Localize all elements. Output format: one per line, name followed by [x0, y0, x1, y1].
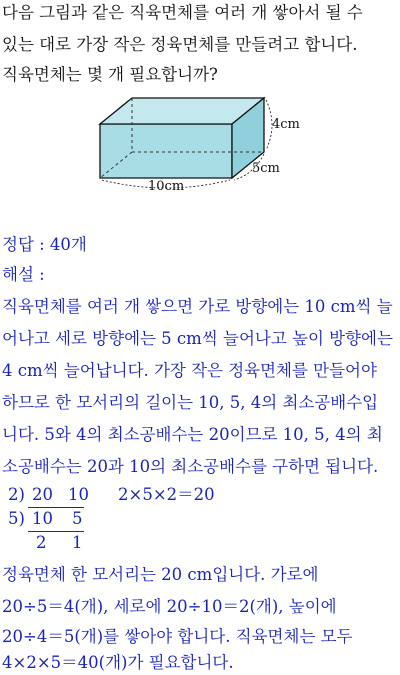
explanation-line-1: 직육면체를 여러 개 쌓으면 가로 방향에는 10 cm씩 늘: [2, 297, 393, 316]
height-label: 4cm: [272, 117, 300, 132]
division-value-1b: 10: [68, 485, 89, 504]
question-line-3: 직육면체는 몇 개 필요합니까?: [2, 65, 218, 84]
question-line-1: 다음 그림과 같은 직육면체를 여러 개 쌓아서 될 수: [2, 3, 363, 22]
division-divisor-2: 5): [8, 509, 25, 528]
division-divisor-1: 2): [8, 485, 25, 504]
explanation-line-6: 소공배수는 20과 10의 최소공배수를 구하면 됩니다.: [2, 457, 379, 476]
conclusion-line-4: 4×2×5＝40(개)가 필요합니다.: [2, 653, 234, 672]
answer-line: 정답 : 40개: [2, 235, 87, 254]
division-value-2b: 5: [72, 509, 83, 528]
division-value-2a: 10: [32, 509, 53, 528]
conclusion-line-1: 정육면체 한 모서리는 20 cm입니다. 가로에: [2, 565, 319, 584]
conclusion-line-3: 20÷4＝5(개)를 쌓아야 합니다. 직육면체는 모두: [2, 627, 353, 646]
cuboid-figure: [92, 92, 332, 202]
lcm-product: 2×5×2＝20: [118, 485, 215, 504]
cuboid-front-face: [100, 124, 232, 178]
division-value-1a: 20: [32, 485, 53, 504]
explanation-heading: 해설 :: [2, 265, 45, 284]
division-quotient-b: 1: [72, 533, 83, 552]
width-label: 10cm: [148, 179, 185, 194]
depth-label: 5cm: [252, 161, 280, 176]
division-quotient-a: 2: [36, 533, 47, 552]
question-line-2: 있는 대로 가장 작은 정육면체를 만들려고 합니다.: [2, 35, 358, 54]
explanation-line-4: 하므로 한 모서리의 길이는 10, 5, 4의 최소공배수입: [2, 393, 379, 412]
explanation-line-2: 어나고 세로 방향에는 5 cm씩 늘어나고 높이 방향에는: [2, 329, 393, 348]
conclusion-line-2: 20÷5＝4(개), 세로에 20÷10＝2(개), 높이에: [2, 597, 337, 616]
explanation-line-3: 4 cm씩 늘어납니다. 가장 작은 정육면체를 만들어야: [2, 361, 377, 380]
explanation-line-5: 니다. 5와 4의 최소공배수는 20이므로 10, 5, 4의 최: [2, 425, 383, 444]
